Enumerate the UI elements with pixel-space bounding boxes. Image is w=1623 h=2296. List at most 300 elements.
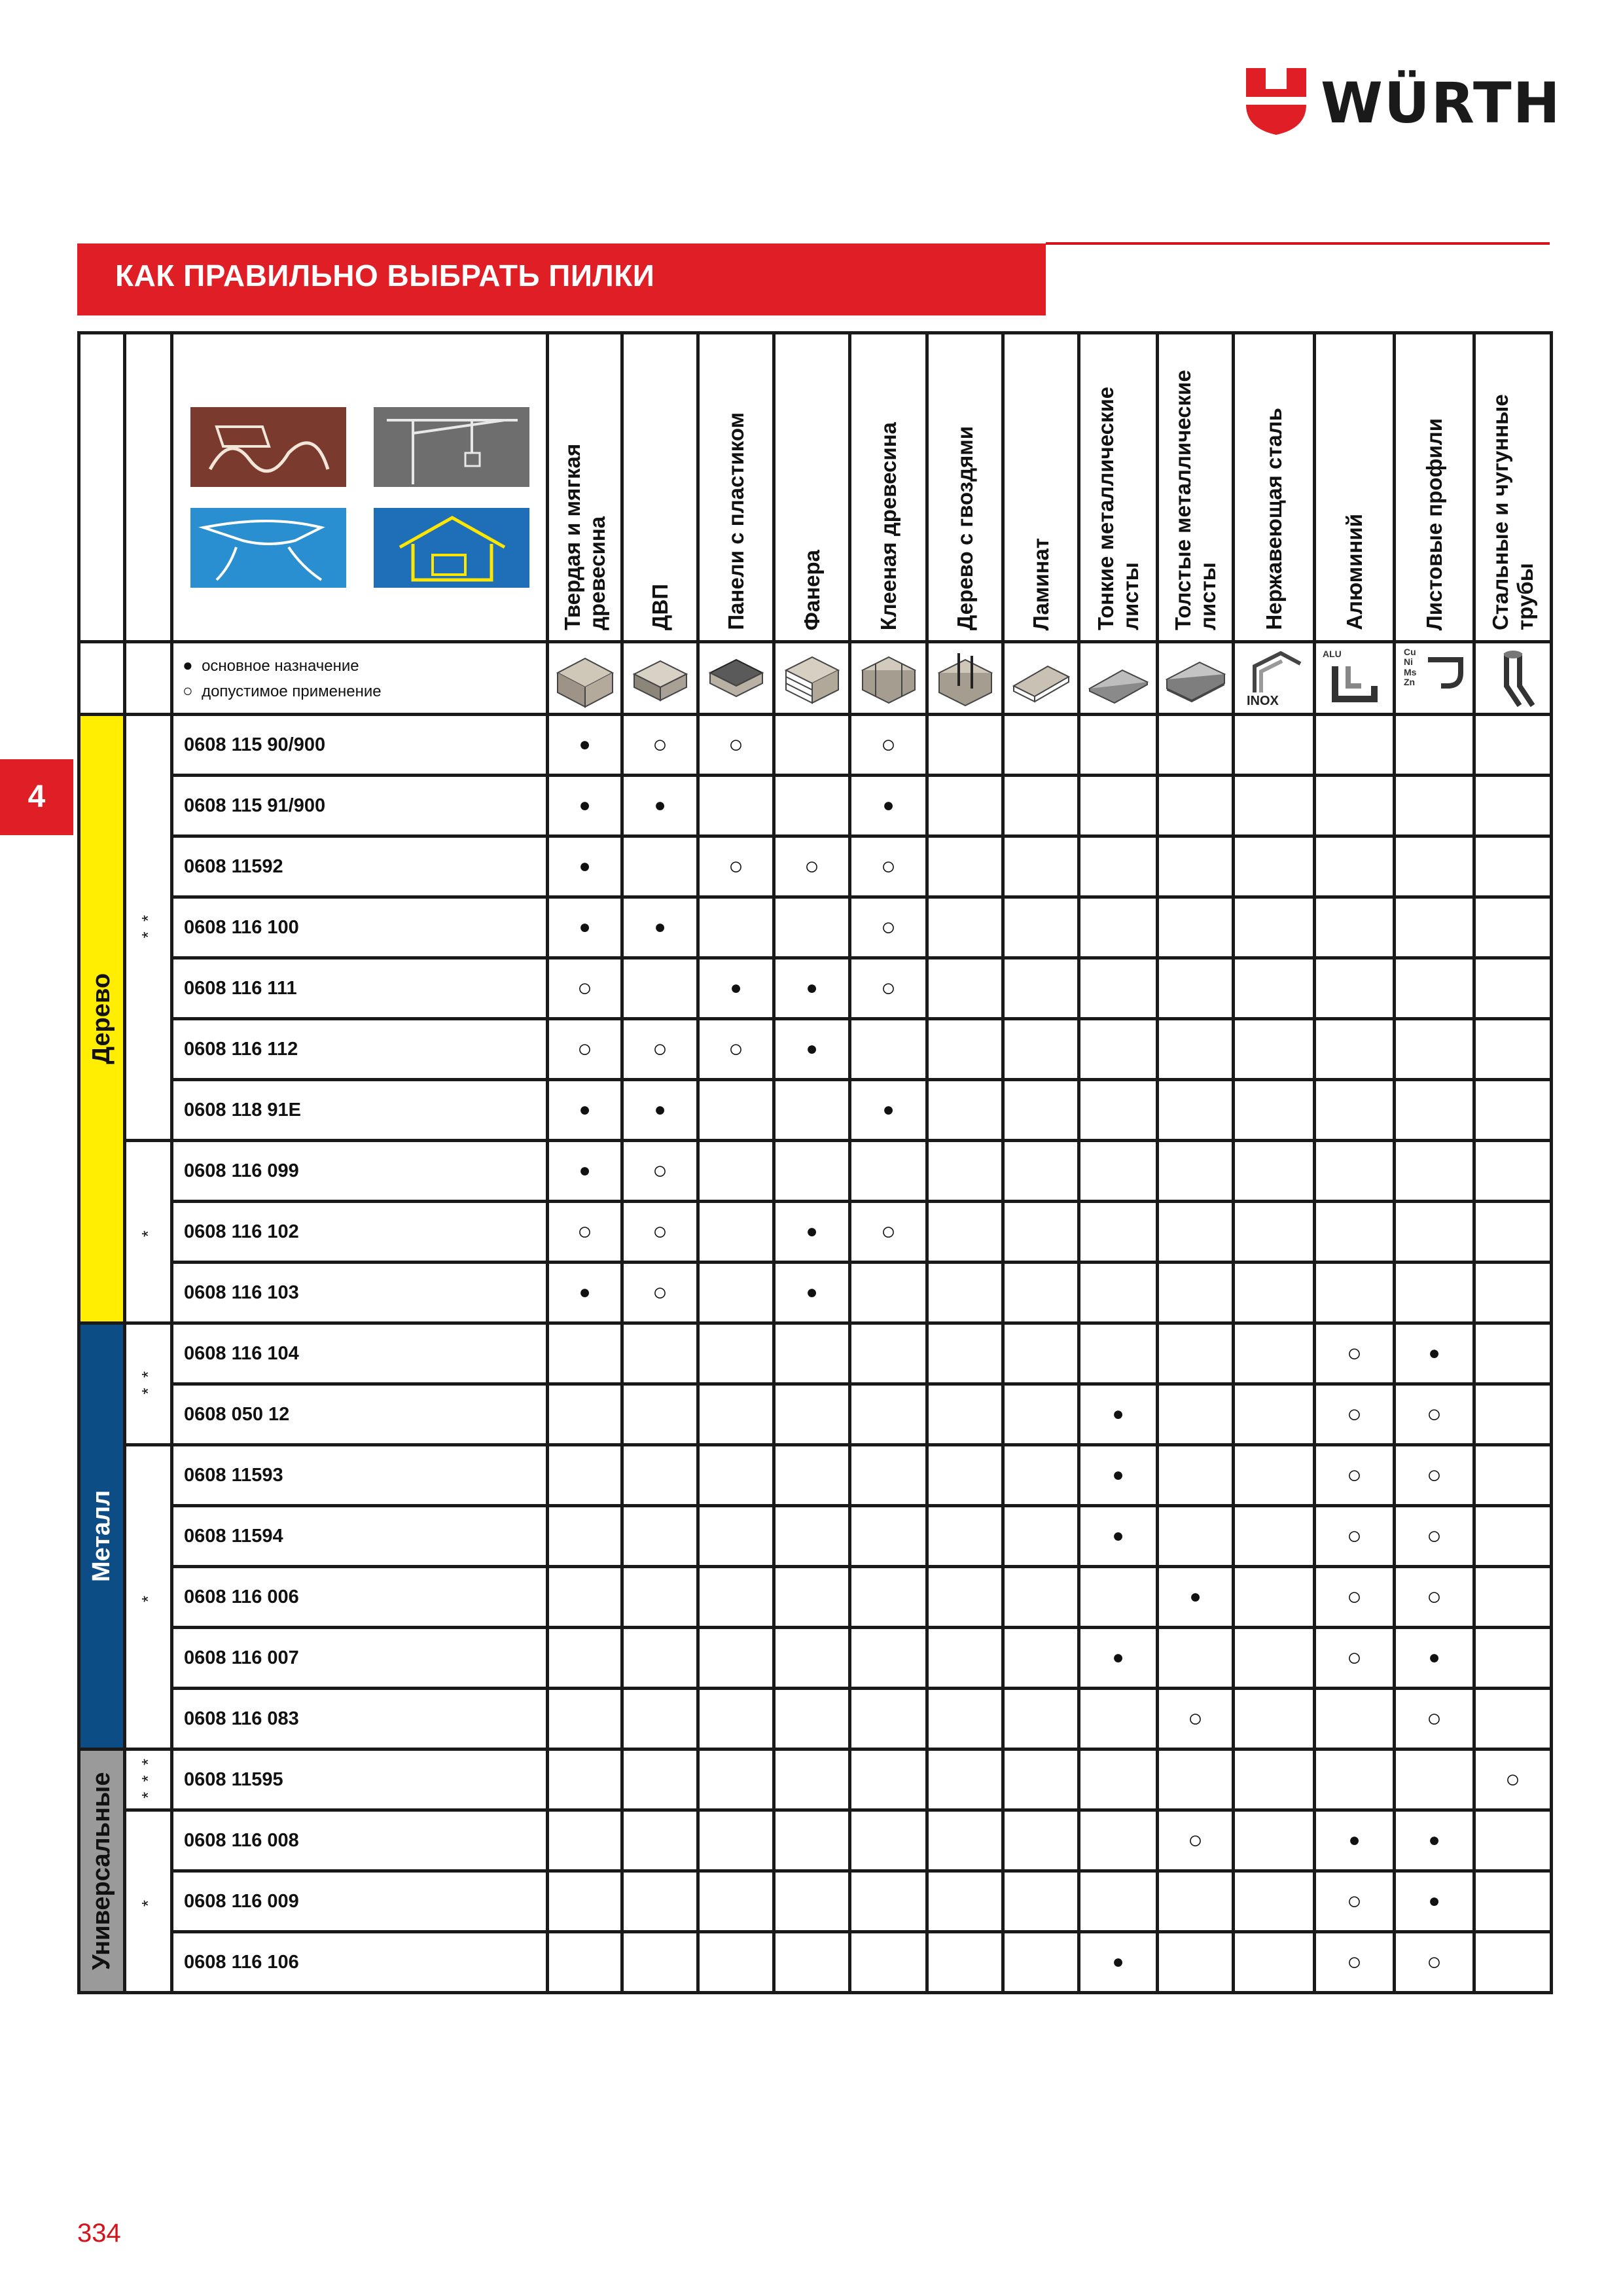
empty-cell <box>774 1810 850 1871</box>
column-label: ДВП <box>647 583 672 630</box>
empty-cell <box>698 1749 774 1810</box>
group-header-cell <box>79 333 125 642</box>
empty-cell <box>698 1567 774 1628</box>
column-icon-cell-11 <box>1315 642 1395 715</box>
allowed-use-mark: ○ <box>622 715 698 776</box>
allowed-use-mark: ○ <box>1395 1567 1474 1628</box>
empty-cell <box>1234 1628 1315 1689</box>
column-header-5 <box>850 333 927 642</box>
empty-cell <box>698 1263 774 1323</box>
column-label: Твердая и мягкая древесина <box>560 443 609 630</box>
empty-cell <box>850 1445 927 1506</box>
empty-cell <box>1003 1567 1079 1628</box>
empty-cell <box>1315 1141 1395 1202</box>
empty-cell <box>1158 1141 1234 1202</box>
empty-cell <box>622 1689 698 1749</box>
allowed-use-mark: ○ <box>622 1202 698 1263</box>
main-use-mark: ● <box>698 958 774 1019</box>
allowed-use-mark: ○ <box>850 958 927 1019</box>
table-row <box>79 1932 1552 1993</box>
main-use-mark: ● <box>1158 1567 1234 1628</box>
wurth-shield-icon <box>1243 65 1309 137</box>
empty-cell <box>1315 776 1395 836</box>
empty-cell <box>774 1567 850 1628</box>
plastic-panel-icon <box>704 647 769 709</box>
empty-cell <box>850 1567 927 1628</box>
empty-cell <box>1234 1567 1315 1628</box>
empty-cell <box>698 1932 774 1993</box>
empty-cell <box>850 1019 927 1080</box>
pictogram-cell <box>172 333 548 642</box>
column-icon-cell-5 <box>850 642 927 715</box>
allowed-use-mark: ○ <box>850 715 927 776</box>
empty-cell <box>774 1141 850 1202</box>
column-label: Тонкие металлические листы <box>1093 386 1143 630</box>
allowed-use-mark: ○ <box>698 715 774 776</box>
empty-cell <box>1079 715 1158 776</box>
article-code: 0608 116 008 <box>172 1810 548 1871</box>
thick-sheet-icon <box>1163 647 1228 709</box>
article-code: 0608 115 90/900 <box>172 715 548 776</box>
empty-cell <box>850 1932 927 1993</box>
article-code: 0608 116 104 <box>172 1323 548 1384</box>
allowed-use-mark: ○ <box>1315 1445 1395 1506</box>
empty-cell <box>1395 836 1474 897</box>
empty-cell <box>1079 1202 1158 1263</box>
allowed-use-mark: ○ <box>548 1202 622 1263</box>
main-use-mark: ● <box>548 1080 622 1141</box>
empty-cell <box>927 776 1003 836</box>
rating-stars <box>125 1141 172 1323</box>
empty-cell <box>1474 715 1552 776</box>
article-code: 0608 116 099 <box>172 1141 548 1202</box>
empty-cell <box>1158 1445 1234 1506</box>
rating-stars-label: * <box>138 1228 158 1238</box>
column-label: Клееная древесина <box>876 422 901 630</box>
allowed-use-mark: ○ <box>698 836 774 897</box>
column-label: Стальные и чугунные трубы <box>1488 394 1537 630</box>
empty-cell <box>774 1749 850 1810</box>
empty-cell <box>1003 1749 1079 1810</box>
table-row <box>79 1749 1552 1810</box>
main-use-mark: ● <box>1395 1323 1474 1384</box>
column-icon-cell-3 <box>698 642 774 715</box>
empty-cell <box>1474 1445 1552 1506</box>
empty-cell <box>1234 897 1315 958</box>
empty-cell <box>1474 1810 1552 1871</box>
empty-cell <box>927 1628 1003 1689</box>
column-icon-cell-4 <box>774 642 850 715</box>
rating-stars-label: * * * <box>138 1756 158 1799</box>
allowed-use-mark: ○ <box>548 1019 622 1080</box>
page-title: КАК ПРАВИЛЬНО ВЫБРАТЬ ПИЛКИ <box>115 259 655 293</box>
carpentry-icon <box>190 407 346 487</box>
rating-stars-label: * <box>138 1897 158 1907</box>
empty-cell <box>1234 1810 1315 1871</box>
empty-cell <box>1234 715 1315 776</box>
empty-cell <box>1003 1445 1079 1506</box>
table-row <box>79 1810 1552 1871</box>
empty-cell <box>1395 1202 1474 1263</box>
column-label: Алюминий <box>1342 514 1366 630</box>
main-use-mark: ● <box>850 776 927 836</box>
empty-cell <box>698 1080 774 1141</box>
title-banner <box>77 243 1046 315</box>
group-universal <box>79 1749 125 1993</box>
table-row <box>79 1384 1552 1445</box>
empty-cell <box>1234 1445 1315 1506</box>
rating-stars <box>125 1445 172 1749</box>
empty-cell <box>927 1141 1003 1202</box>
thin-sheet-icon <box>1086 647 1151 709</box>
table-row <box>79 1019 1552 1080</box>
empty-cell <box>774 1080 850 1141</box>
empty-cell <box>1395 897 1474 958</box>
empty-cell <box>622 1749 698 1810</box>
empty-cell <box>622 1323 698 1384</box>
table-row <box>79 715 1552 776</box>
empty-cell <box>1079 776 1158 836</box>
empty-cell <box>548 1932 622 1993</box>
allowed-use-mark: ○ <box>1315 1384 1395 1445</box>
empty-cell <box>1079 897 1158 958</box>
column-icon-cell-12 <box>1395 642 1474 715</box>
rating-stars <box>125 1323 172 1445</box>
empty-cell <box>1158 1871 1234 1932</box>
empty-cell <box>1315 958 1395 1019</box>
column-header-7 <box>1003 333 1079 642</box>
chapter-tab[interactable]: 4 <box>0 759 73 835</box>
main-use-mark: ● <box>1395 1810 1474 1871</box>
empty-cell <box>1003 1019 1079 1080</box>
empty-cell <box>1158 1202 1234 1263</box>
empty-cell <box>698 1445 774 1506</box>
empty-cell <box>622 958 698 1019</box>
empty-cell <box>927 836 1003 897</box>
rating-stars-label: * * <box>138 1369 158 1395</box>
empty-cell <box>1158 1384 1234 1445</box>
main-use-mark: ● <box>774 1019 850 1080</box>
empty-cell <box>774 1871 850 1932</box>
empty-cell <box>1158 1628 1234 1689</box>
table-row <box>79 958 1552 1019</box>
main-use-mark: ● <box>774 1263 850 1323</box>
empty-cell <box>1234 1263 1315 1323</box>
empty-cell <box>1315 1689 1395 1749</box>
empty-cell <box>927 1080 1003 1141</box>
empty-cell <box>850 1263 927 1323</box>
empty-cell <box>1474 1932 1552 1993</box>
empty-cell <box>927 1749 1003 1810</box>
empty-cell <box>1079 1810 1158 1871</box>
group-wood <box>79 715 125 1323</box>
table-row <box>79 1141 1552 1202</box>
rating-stars <box>125 1749 172 1810</box>
empty-cell <box>1395 1141 1474 1202</box>
blade-selection-table <box>77 331 1553 1994</box>
column-icon-cell-1 <box>548 642 622 715</box>
empty-cell <box>1315 1019 1395 1080</box>
empty-cell <box>850 1810 927 1871</box>
group-label: Универсальные <box>88 1772 115 1970</box>
empty-cell <box>1234 1323 1315 1384</box>
allowed-use-mark: ○ <box>622 1141 698 1202</box>
main-use-mark: ● <box>774 1202 850 1263</box>
empty-cell <box>927 1384 1003 1445</box>
empty-cell <box>1315 1263 1395 1323</box>
empty-cell <box>1234 1019 1315 1080</box>
legend <box>172 642 548 715</box>
empty-cell <box>1395 715 1474 776</box>
house-icon <box>374 508 529 588</box>
empty-cell <box>1079 1080 1158 1141</box>
empty-cell <box>1003 897 1079 958</box>
empty-cell <box>548 1445 622 1506</box>
empty-cell <box>850 1628 927 1689</box>
empty-cell <box>1234 836 1315 897</box>
empty-cell <box>850 1506 927 1567</box>
empty-cell <box>1474 776 1552 836</box>
empty-cell <box>622 1628 698 1689</box>
column-icon-cell-2 <box>622 642 698 715</box>
empty-cell <box>774 1628 850 1689</box>
empty-cell <box>1234 1749 1315 1810</box>
main-use-mark: ● <box>548 1141 622 1202</box>
allowed-use-mark: ○ <box>1395 1932 1474 1993</box>
empty-cell <box>1003 1932 1079 1993</box>
main-use-mark: ● <box>622 1080 698 1141</box>
empty-cell <box>1234 1932 1315 1993</box>
empty-cell <box>1315 1749 1395 1810</box>
table-row <box>79 836 1552 897</box>
icon-caption: Cu Ni Ms Zn <box>1404 647 1417 688</box>
empty-cell <box>1395 776 1474 836</box>
main-use-mark: ● <box>1315 1810 1395 1871</box>
empty-cell <box>774 1445 850 1506</box>
empty-cell <box>548 1323 622 1384</box>
column-icon-cell-6 <box>927 642 1003 715</box>
article-code: 0608 115 91/900 <box>172 776 548 836</box>
empty-cell <box>698 776 774 836</box>
column-label: Ламинат <box>1028 537 1053 630</box>
allowed-use-mark: ○ <box>774 836 850 897</box>
empty-cell <box>1395 1263 1474 1323</box>
empty-cell <box>548 1689 622 1749</box>
column-header-12 <box>1395 333 1474 642</box>
table-row <box>79 1628 1552 1689</box>
empty-cell <box>1395 1080 1474 1141</box>
hardwood-icon <box>552 647 618 709</box>
empty-cell <box>1158 715 1234 776</box>
empty-cell <box>850 1749 927 1810</box>
article-code: 0608 11594 <box>172 1506 548 1567</box>
empty-cell <box>548 1384 622 1445</box>
icon-row-stars-cell <box>125 642 172 715</box>
rating-stars <box>125 715 172 1141</box>
empty-cell <box>1474 1567 1552 1628</box>
empty-cell <box>1474 1202 1552 1263</box>
allowed-use-mark: ○ <box>850 1202 927 1263</box>
allowed-use-mark: ○ <box>1395 1689 1474 1749</box>
allowed-use-mark: ○ <box>1158 1689 1234 1749</box>
allowed-use-mark: ○ <box>850 897 927 958</box>
empty-cell <box>1474 1506 1552 1567</box>
article-code: 0608 116 100 <box>172 897 548 958</box>
empty-cell <box>1234 776 1315 836</box>
empty-cell <box>1234 1384 1315 1445</box>
main-use-mark: ● <box>548 1263 622 1323</box>
empty-cell <box>927 1506 1003 1567</box>
column-header-11 <box>1315 333 1395 642</box>
article-code: 0608 116 006 <box>172 1567 548 1628</box>
empty-cell <box>1158 1506 1234 1567</box>
empty-cell <box>850 1689 927 1749</box>
empty-cell <box>927 1019 1003 1080</box>
empty-cell <box>927 1871 1003 1932</box>
empty-cell <box>1003 1263 1079 1323</box>
empty-cell <box>1158 776 1234 836</box>
article-code: 0608 116 103 <box>172 1263 548 1323</box>
empty-cell <box>1003 1323 1079 1384</box>
table-row <box>79 1689 1552 1749</box>
empty-cell <box>1474 1628 1552 1689</box>
empty-cell <box>1079 1141 1158 1202</box>
empty-cell <box>774 1384 850 1445</box>
empty-cell <box>1003 776 1079 836</box>
main-use-mark: ● <box>1079 1384 1158 1445</box>
column-header-2 <box>622 333 698 642</box>
column-label: Панели с пластиком <box>723 412 748 630</box>
rating-stars <box>125 1810 172 1993</box>
column-label: Листовые профили <box>1421 418 1446 630</box>
empty-cell <box>774 897 850 958</box>
column-label: Фанера <box>799 549 824 630</box>
empty-cell <box>698 1506 774 1567</box>
icon-caption: INOX <box>1247 694 1279 708</box>
column-icon-cell-9 <box>1158 642 1234 715</box>
empty-cell <box>1474 1019 1552 1080</box>
allowed-use-mark: ○ <box>1395 1506 1474 1567</box>
allowed-use-mark: ○ <box>1474 1749 1552 1810</box>
main-use-mark: ● <box>622 897 698 958</box>
table-row <box>79 1323 1552 1384</box>
empty-cell <box>622 1567 698 1628</box>
pipe-icon <box>1480 647 1546 709</box>
empty-cell <box>1474 1384 1552 1445</box>
main-use-mark: ● <box>1079 1506 1158 1567</box>
empty-cell <box>1079 1871 1158 1932</box>
allowed-use-mark: ○ <box>698 1019 774 1080</box>
empty-cell <box>1003 1202 1079 1263</box>
table-row <box>79 897 1552 958</box>
empty-cell <box>1474 897 1552 958</box>
empty-cell <box>1315 715 1395 776</box>
empty-cell <box>1079 1749 1158 1810</box>
empty-cell <box>1158 897 1234 958</box>
rating-stars-label: * * <box>138 912 158 939</box>
empty-cell <box>850 1323 927 1384</box>
empty-cell <box>1158 1080 1234 1141</box>
article-code: 0608 116 106 <box>172 1932 548 1993</box>
empty-cell <box>1003 1080 1079 1141</box>
rating-stars-label: * <box>138 1593 158 1603</box>
empty-cell <box>774 1506 850 1567</box>
legend-main: ● основное назначение <box>183 655 359 675</box>
metalwork-icon <box>190 508 346 588</box>
plywood-icon <box>779 647 845 709</box>
empty-cell <box>1474 836 1552 897</box>
empty-cell <box>622 1810 698 1871</box>
empty-cell <box>1474 1263 1552 1323</box>
empty-cell <box>774 1932 850 1993</box>
empty-cell <box>1003 1141 1079 1202</box>
article-code: 0608 116 112 <box>172 1019 548 1080</box>
empty-cell <box>1474 1871 1552 1932</box>
empty-cell <box>1395 1749 1474 1810</box>
table-row <box>79 1445 1552 1506</box>
empty-cell <box>1003 1628 1079 1689</box>
empty-cell <box>1003 715 1079 776</box>
empty-cell <box>927 1263 1003 1323</box>
empty-cell <box>1474 1080 1552 1141</box>
main-use-mark: ● <box>548 776 622 836</box>
empty-cell <box>548 1749 622 1810</box>
empty-cell <box>1234 1080 1315 1141</box>
allowed-use-mark: ○ <box>850 836 927 897</box>
empty-cell <box>1234 958 1315 1019</box>
group-metal <box>79 1323 125 1749</box>
empty-cell <box>927 1932 1003 1993</box>
empty-cell <box>548 1567 622 1628</box>
column-icon-cell-7 <box>1003 642 1079 715</box>
main-use-mark: ● <box>1079 1628 1158 1689</box>
allowed-use-mark: ○ <box>622 1019 698 1080</box>
empty-cell <box>698 1384 774 1445</box>
main-use-mark: ● <box>622 776 698 836</box>
column-header-4 <box>774 333 850 642</box>
empty-cell <box>548 1871 622 1932</box>
empty-cell <box>1395 1019 1474 1080</box>
table-row <box>79 1202 1552 1263</box>
empty-cell <box>1315 897 1395 958</box>
main-use-mark: ● <box>1079 1932 1158 1993</box>
allowed-use-mark: ○ <box>1315 1628 1395 1689</box>
column-header-13 <box>1474 333 1552 642</box>
empty-cell <box>927 1689 1003 1749</box>
empty-cell <box>622 1932 698 1993</box>
wurth-logo <box>1243 65 1561 144</box>
group-label: Металл <box>88 1490 115 1583</box>
main-use-mark: ● <box>850 1080 927 1141</box>
main-use-mark: ● <box>1079 1445 1158 1506</box>
empty-cell <box>1474 1323 1552 1384</box>
empty-cell <box>698 1810 774 1871</box>
column-icon-cell-8 <box>1079 642 1158 715</box>
table-row <box>79 1263 1552 1323</box>
empty-cell <box>698 1202 774 1263</box>
empty-cell <box>927 1202 1003 1263</box>
column-header-8 <box>1079 333 1158 642</box>
empty-cell <box>622 1871 698 1932</box>
empty-cell <box>548 1628 622 1689</box>
empty-cell <box>698 1141 774 1202</box>
empty-cell <box>850 1871 927 1932</box>
group-label: Дерево <box>88 973 115 1065</box>
empty-cell <box>1158 836 1234 897</box>
article-code: 0608 11595 <box>172 1749 548 1810</box>
empty-cell <box>927 1323 1003 1384</box>
empty-cell <box>548 1506 622 1567</box>
